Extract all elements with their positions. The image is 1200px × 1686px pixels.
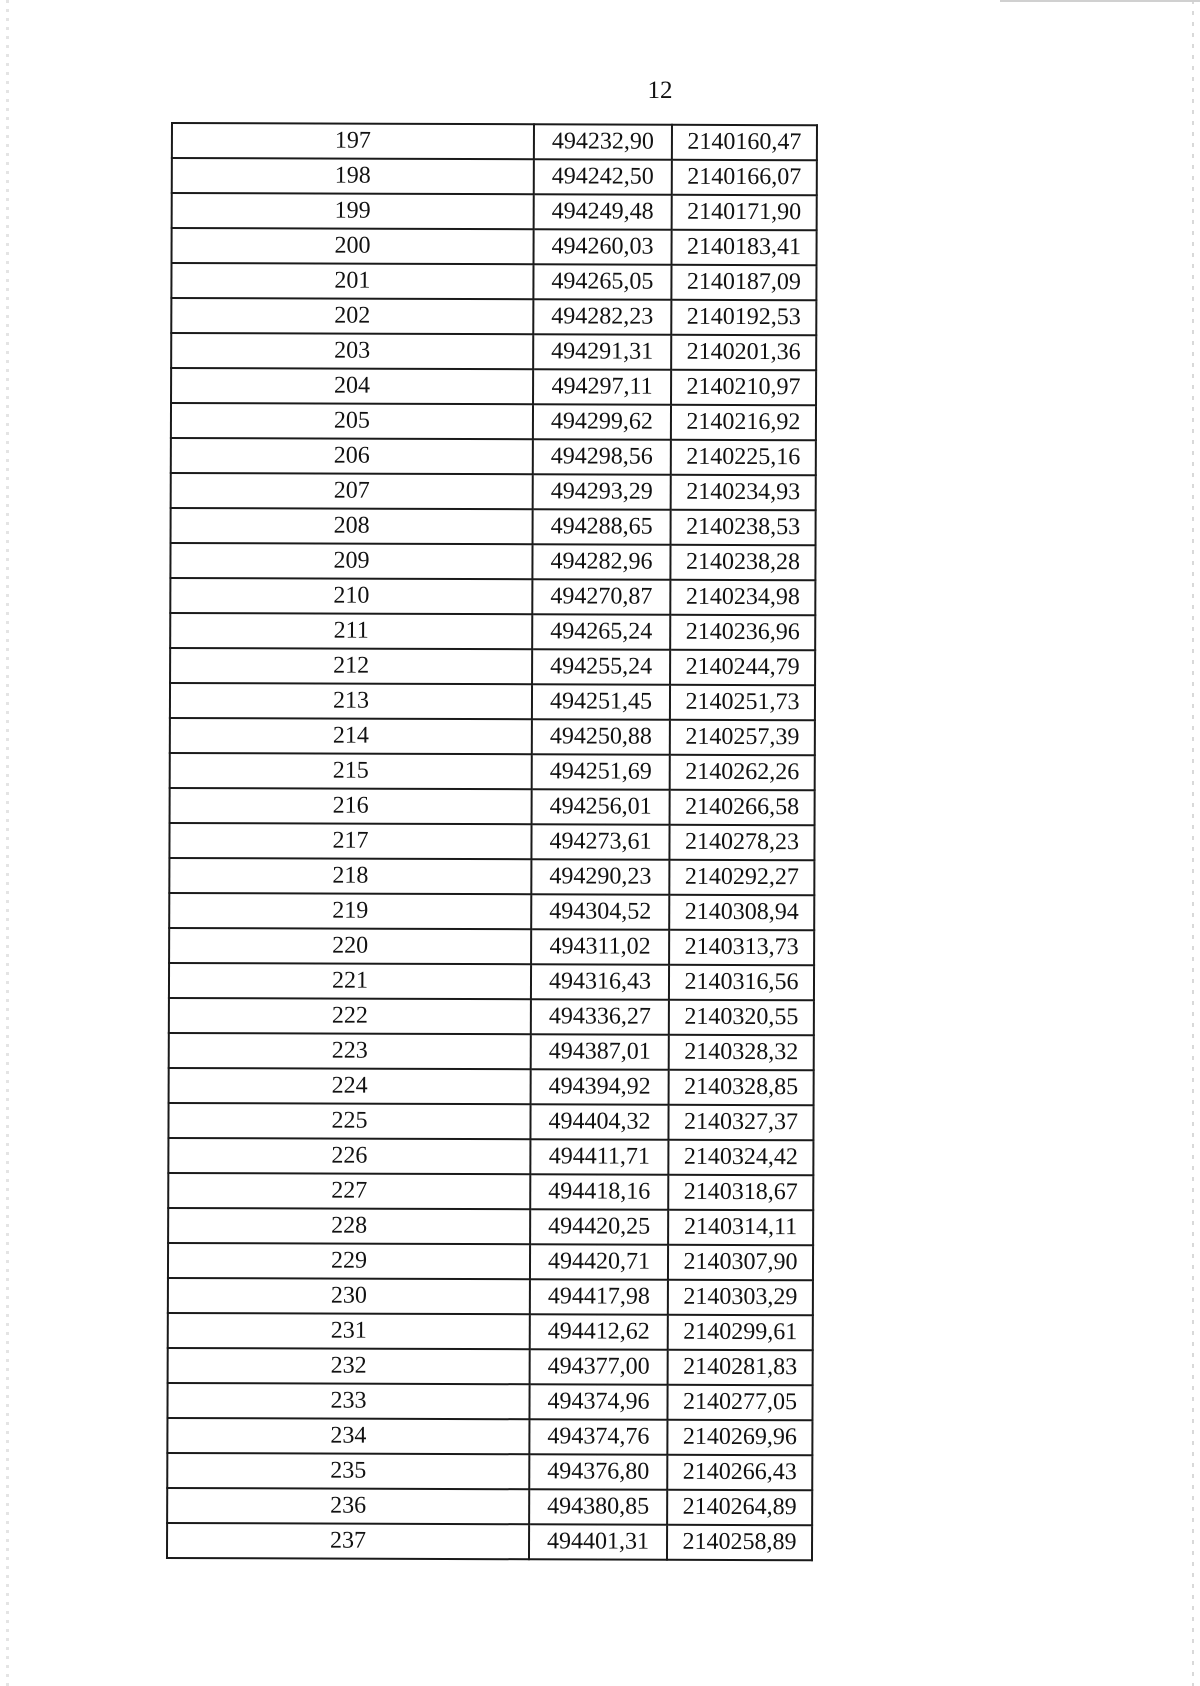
x-coordinate-cell: 494282,96: [532, 544, 670, 579]
table-row: [171, 473, 816, 510]
point-number-cell: 218: [169, 858, 531, 894]
x-coordinate-cell: 494251,45: [532, 684, 670, 719]
table-row: [171, 263, 816, 300]
table-row: [168, 1313, 813, 1350]
y-coordinate-cell: 2140328,85: [669, 1070, 814, 1106]
point-number-cell: 220: [169, 928, 531, 964]
y-coordinate-cell: 2140238,53: [671, 510, 816, 546]
y-coordinate-cell: 2140244,79: [670, 650, 815, 686]
y-coordinate-cell: 2140183,41: [672, 230, 817, 266]
table-row: [171, 403, 816, 440]
table-row: [170, 648, 815, 685]
x-coordinate-cell: 494270,87: [532, 579, 670, 614]
x-coordinate-cell: 494417,98: [530, 1279, 668, 1314]
y-coordinate-cell: 2140236,96: [670, 615, 815, 651]
y-coordinate-cell: 2140258,89: [667, 1525, 812, 1561]
table-row: [168, 1103, 813, 1140]
y-coordinate-cell: 2140328,32: [669, 1035, 814, 1071]
point-number-cell: 216: [170, 788, 532, 824]
table-row: [168, 1278, 813, 1315]
point-number-cell: 204: [171, 368, 533, 404]
x-coordinate-cell: 494242,50: [534, 159, 672, 194]
point-number-cell: 235: [167, 1453, 529, 1489]
point-number-cell: 230: [168, 1278, 530, 1314]
point-number-cell: 202: [171, 298, 533, 334]
y-coordinate-cell: 2140238,28: [670, 545, 815, 581]
x-coordinate-cell: 494232,90: [534, 124, 672, 159]
point-number-cell: 201: [171, 263, 533, 299]
table-row: [171, 333, 816, 370]
table-row: [172, 123, 817, 160]
x-coordinate-cell: 494316,43: [531, 964, 669, 999]
point-number-cell: 217: [169, 823, 531, 859]
y-coordinate-cell: 2140187,09: [671, 265, 816, 301]
table-row: [168, 1243, 813, 1280]
y-coordinate-cell: 2140318,67: [668, 1175, 813, 1211]
x-coordinate-cell: 494336,27: [531, 999, 669, 1034]
y-coordinate-cell: 2140266,43: [667, 1455, 812, 1491]
x-coordinate-cell: 494265,24: [532, 614, 670, 649]
y-coordinate-cell: 2140216,92: [671, 405, 816, 441]
x-coordinate-cell: 494387,01: [531, 1034, 669, 1069]
y-coordinate-cell: 2140324,42: [668, 1140, 813, 1176]
table-row: [169, 1068, 814, 1105]
table-row: [171, 508, 816, 545]
x-coordinate-cell: 494256,01: [532, 789, 670, 824]
table-row: [167, 1488, 812, 1525]
point-number-cell: 215: [170, 753, 532, 789]
point-number-cell: 198: [172, 158, 534, 194]
coordinates-table-body: [167, 123, 817, 1560]
y-coordinate-cell: 2140262,26: [670, 755, 815, 791]
y-coordinate-cell: 2140281,83: [668, 1350, 813, 1386]
point-number-cell: 203: [171, 333, 533, 369]
x-coordinate-cell: 494420,71: [530, 1244, 668, 1279]
point-number-cell: 205: [171, 403, 533, 439]
table-row: [169, 893, 814, 930]
y-coordinate-cell: 2140313,73: [669, 930, 814, 966]
y-coordinate-cell: 2140264,89: [667, 1490, 812, 1526]
table-row: [170, 578, 815, 615]
point-number-cell: 231: [168, 1313, 530, 1349]
table-row: [168, 1138, 813, 1175]
x-coordinate-cell: 494304,52: [531, 894, 669, 929]
table-row: [170, 683, 815, 720]
y-coordinate-cell: 2140257,39: [670, 720, 815, 756]
point-number-cell: 237: [167, 1523, 529, 1559]
x-coordinate-cell: 494249,48: [534, 194, 672, 229]
table-row: [168, 1348, 813, 1385]
point-number-cell: 213: [170, 683, 532, 719]
y-coordinate-cell: 2140278,23: [669, 825, 814, 861]
coordinates-table: [166, 122, 818, 1561]
point-number-cell: 211: [170, 613, 532, 649]
point-number-cell: 228: [168, 1208, 530, 1244]
x-coordinate-cell: 494412,62: [530, 1314, 668, 1349]
y-coordinate-cell: 2140327,37: [668, 1105, 813, 1141]
table-row: [171, 298, 816, 335]
y-coordinate-cell: 2140308,94: [669, 895, 814, 931]
x-coordinate-cell: 494282,23: [533, 299, 671, 334]
x-coordinate-cell: 494374,96: [529, 1384, 667, 1419]
y-coordinate-cell: 2140266,58: [670, 790, 815, 826]
y-coordinate-cell: 2140307,90: [668, 1245, 813, 1281]
table-row: [167, 1523, 812, 1560]
point-number-cell: 224: [169, 1068, 531, 1104]
y-coordinate-cell: 2140303,29: [668, 1280, 813, 1316]
x-coordinate-cell: 494273,61: [531, 824, 669, 859]
table-row: [167, 1418, 812, 1455]
table-row: [171, 368, 816, 405]
x-coordinate-cell: 494311,02: [531, 929, 669, 964]
table-row: [169, 963, 814, 1000]
point-number-cell: 226: [168, 1138, 530, 1174]
y-coordinate-cell: 2140269,96: [667, 1420, 812, 1456]
y-coordinate-cell: 2140314,11: [668, 1210, 813, 1246]
table-row: [170, 543, 815, 580]
point-number-cell: 222: [169, 998, 531, 1034]
table-row: [171, 438, 816, 475]
point-number-cell: 229: [168, 1243, 530, 1279]
y-coordinate-cell: 2140251,73: [670, 685, 815, 721]
table-row: [170, 613, 815, 650]
table-row: [170, 788, 815, 825]
point-number-cell: 212: [170, 648, 532, 684]
point-number-cell: 225: [168, 1103, 530, 1139]
x-coordinate-cell: 494299,62: [533, 404, 671, 439]
point-number-cell: 208: [171, 508, 533, 544]
x-coordinate-cell: 494255,24: [532, 649, 670, 684]
x-coordinate-cell: 494420,25: [530, 1209, 668, 1244]
table-row: [172, 158, 817, 195]
table-row: [169, 858, 814, 895]
y-coordinate-cell: 2140192,53: [671, 300, 816, 336]
point-number-cell: 210: [170, 578, 532, 614]
x-coordinate-cell: 494265,05: [533, 264, 671, 299]
y-coordinate-cell: 2140277,05: [667, 1385, 812, 1421]
x-coordinate-cell: 494298,56: [533, 439, 671, 474]
page-number: 12: [647, 77, 673, 104]
y-coordinate-cell: 2140320,55: [669, 1000, 814, 1036]
y-coordinate-cell: 2140292,27: [669, 860, 814, 896]
scan-artifact-left-edge: [6, 0, 9, 1686]
point-number-cell: 219: [169, 893, 531, 929]
x-coordinate-cell: 494376,80: [529, 1454, 667, 1489]
x-coordinate-cell: 494290,23: [531, 859, 669, 894]
table-row: [167, 1453, 812, 1490]
point-number-cell: 206: [171, 438, 533, 474]
point-number-cell: 236: [167, 1488, 529, 1524]
table-row: [167, 1383, 812, 1420]
x-coordinate-cell: 494260,03: [534, 229, 672, 264]
x-coordinate-cell: 494411,71: [530, 1139, 668, 1174]
point-number-cell: 233: [167, 1383, 529, 1419]
scan-artifact-top-edge: [1000, 0, 1200, 2]
y-coordinate-cell: 2140210,97: [671, 370, 816, 406]
x-coordinate-cell: 494288,65: [533, 509, 671, 544]
y-coordinate-cell: 2140166,07: [672, 160, 817, 196]
x-coordinate-cell: 494251,69: [532, 754, 670, 789]
point-number-cell: 200: [172, 228, 534, 264]
scan-artifact-right-edge: [1192, 0, 1194, 1686]
x-coordinate-cell: 494404,32: [530, 1104, 668, 1139]
point-number-cell: 223: [169, 1033, 531, 1069]
point-number-cell: 227: [168, 1173, 530, 1209]
x-coordinate-cell: 494293,29: [533, 474, 671, 509]
point-number-cell: 214: [170, 718, 532, 754]
point-number-cell: 199: [172, 193, 534, 229]
table-row: [170, 718, 815, 755]
point-number-cell: 232: [168, 1348, 530, 1384]
table-row: [168, 1208, 813, 1245]
table-row: [172, 193, 817, 230]
x-coordinate-cell: 494401,31: [529, 1524, 667, 1559]
y-coordinate-cell: 2140234,98: [670, 580, 815, 616]
x-coordinate-cell: 494380,85: [529, 1489, 667, 1524]
y-coordinate-cell: 2140234,93: [671, 475, 816, 511]
point-number-cell: 207: [171, 473, 533, 509]
x-coordinate-cell: 494250,88: [532, 719, 670, 754]
y-coordinate-cell: 2140160,47: [672, 125, 817, 161]
x-coordinate-cell: 494291,31: [533, 334, 671, 369]
table-row: [168, 1173, 813, 1210]
table-row: [169, 823, 814, 860]
x-coordinate-cell: 494374,76: [529, 1419, 667, 1454]
table-row: [170, 753, 815, 790]
x-coordinate-cell: 494394,92: [531, 1069, 669, 1104]
table-row: [169, 998, 814, 1035]
point-number-cell: 234: [167, 1418, 529, 1454]
y-coordinate-cell: 2140225,16: [671, 440, 816, 476]
table-row: [172, 228, 817, 265]
point-number-cell: 209: [170, 543, 532, 579]
y-coordinate-cell: 2140316,56: [669, 965, 814, 1001]
y-coordinate-cell: 2140201,36: [671, 335, 816, 371]
x-coordinate-cell: 494297,11: [533, 369, 671, 404]
y-coordinate-cell: 2140171,90: [672, 195, 817, 231]
table-row: [169, 928, 814, 965]
point-number-cell: 221: [169, 963, 531, 999]
point-number-cell: 197: [172, 123, 534, 159]
x-coordinate-cell: 494377,00: [530, 1349, 668, 1384]
y-coordinate-cell: 2140299,61: [668, 1315, 813, 1351]
x-coordinate-cell: 494418,16: [530, 1174, 668, 1209]
table-row: [169, 1033, 814, 1070]
